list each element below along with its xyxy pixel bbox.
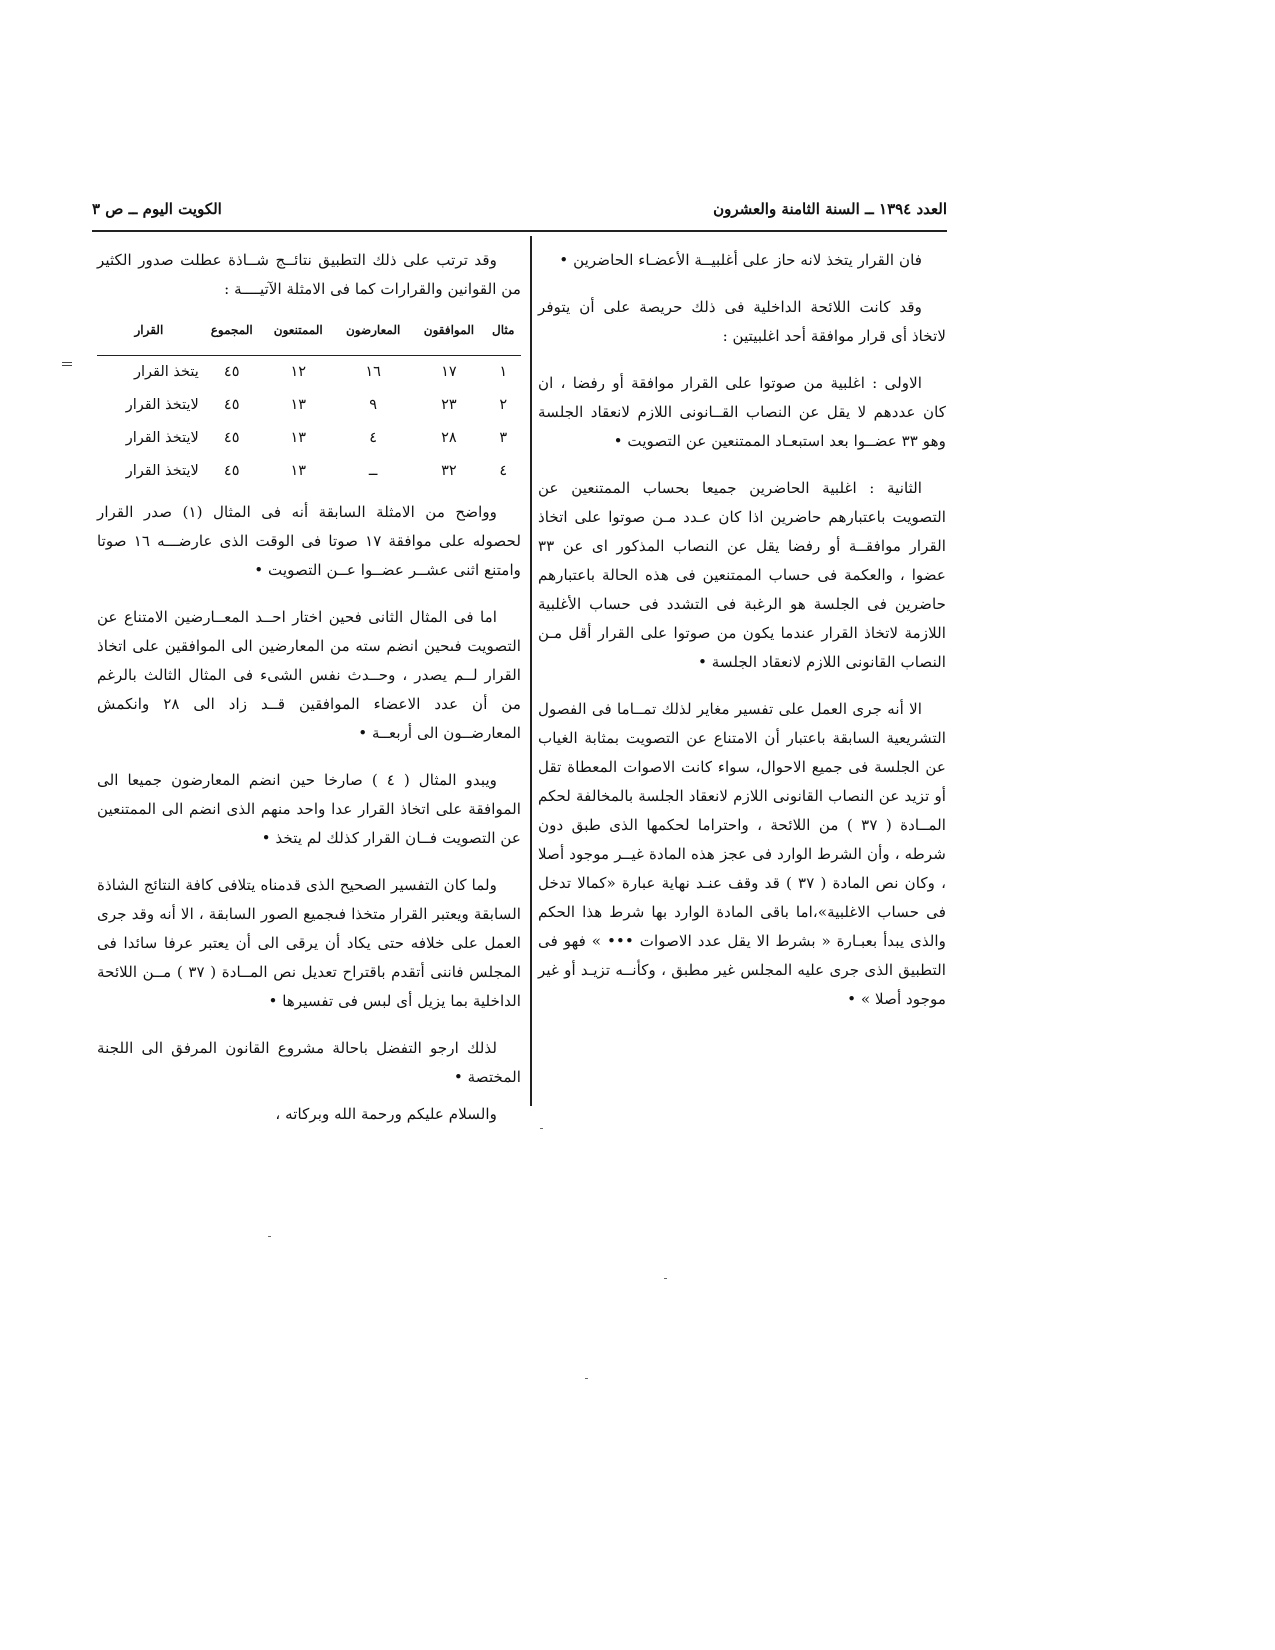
voting-examples-table xyxy=(97,312,521,488)
table-cell: ٤٥ xyxy=(223,430,240,446)
paragraph: وواضح من الامثلة السابقة أنه فى المثال (١) صدر القرار لحصوله على موافقة ١٧ صوتا فى الوقت الذى عارضـــه ١٦ صوتا وامتنع اثنى عشــر عضــوا عــن التصويت • xyxy=(97,503,521,579)
scan-speck xyxy=(664,1278,667,1279)
table-cell: ٩ xyxy=(369,397,378,413)
table-row xyxy=(97,389,521,422)
table-cell: ٤٥ xyxy=(223,364,240,380)
table-cell: يتخذ القرار xyxy=(133,364,199,380)
table-row xyxy=(97,356,521,390)
table-cell: ٢٨ xyxy=(441,430,457,446)
column-header: الممتنعون xyxy=(263,312,334,356)
table-cell: ٤ xyxy=(369,430,378,446)
table-cell: ٢٣ xyxy=(441,397,457,413)
left-column xyxy=(97,246,521,1147)
table-cell: ١٢ xyxy=(290,364,307,380)
table-cell: ٤٥ xyxy=(223,397,240,413)
table-cell: ٢ xyxy=(499,397,508,413)
paragraph: لذلك ارجو التفضل باحالة مشروع القانون المرفق الى اللجنة المختصة • xyxy=(97,1039,521,1086)
column-header: المعارضون xyxy=(334,312,413,356)
page-number: الكويت اليوم ــ ص ٣ xyxy=(92,200,222,218)
table-cell: ١٦ xyxy=(365,364,381,380)
paragraph: وقد ترتب على ذلك التطبيق نتائــج شــاذة عطلت صدور الكثير من القوانين والقرارات كما فى الامثلة الآتيــــة : xyxy=(97,251,521,298)
scan-speck xyxy=(268,1236,271,1237)
column-header: الموافقون xyxy=(412,312,485,356)
issue-number: العدد ١٣٩٤ ــ السنة الثامنة والعشرون xyxy=(713,200,947,218)
paragraph: ويبدو المثال ( ٤ ) صارخا حين انضم المعارضون جميعا الى الموافقة على اتخاذ القرار عدا واحد منهم الذى انضم الى الممتنعين عن التصويت فــان القرار كذلك لم يتخذ • xyxy=(97,771,521,847)
paragraph: الا أنه جرى العمل على تفسير مغاير لذلك تمــاما فى الفصول التشريعية السابقة باعتبار أن الامتناع عن التصويت بمثابة الغياب عن الجلسة فى جميع الاحوال، سواء كانت الاصوات المعطاة تقل أو تزيد عن النصاب القانونى اللازم لانعقاد الجلسة بالمخالفة لحكم المــادة ( ٣٧ ) من اللائحة ، واحتراما لحكمها الذى طبق دون شرطه ، وأن الشرط الوارد فى عجز هذه المادة غيــر موجود أصلا ، وكان نص المادة ( ٣٧ ) قد وقف عنـد نهاية عبارة «كمالا تدخل فى حساب الاغلبية»،اما باقى المادة الوارد بها شرط هذا الحكم والذى يبدأ بعبـارة « بشرط الا يقل عدد الاصوات ••• » فهو فى التطبيق الذى جرى عليه المجلس غير مطبق ، وكأنــه تزيـد أو غير موجود أصلا » • xyxy=(538,700,946,1008)
table-cell: ٣ xyxy=(499,430,508,446)
table-cell: ١٣ xyxy=(290,463,307,479)
table-cell: لايتخذ القرار xyxy=(125,463,199,479)
table-cell: ١ xyxy=(499,364,508,380)
margin-mark xyxy=(62,362,72,366)
paragraph: الاولى : اغلبية من صوتوا على القرار موافقة أو رفضا ، ان كان عددهم لا يقل عن النصاب القــانونى اللازم لانعقاد الجلسة وهو ٣٣ عضــوا بعد استبعـاد الممتنعين عن التصويت • xyxy=(538,374,946,450)
table-row xyxy=(97,422,521,455)
table-cell: لايتخذ القرار xyxy=(125,430,199,446)
column-header: القرار xyxy=(97,312,201,356)
table-cell: ١٣ xyxy=(290,430,307,446)
table-cell: ١٧ xyxy=(441,364,457,380)
table-cell: ٣٢ xyxy=(441,463,457,479)
table-cell: ــ xyxy=(368,463,378,479)
table-cell: ٤٥ xyxy=(223,463,240,479)
column-header: المجموع xyxy=(201,312,263,356)
paragraph: ولما كان التفسير الصحيح الذى قدمناه يتلافى كافة النتائج الشاذة السابقة ويعتبر القرار متخذا فىجميع الصور السابقة ، الا أنه وقد جرى العمل على خلافه حتى يكاد أن يرقى الى أن يعتبر عرفا سائدا فى المجلس فاننى أتقدم باقتراح تعديل نص المــادة ( ٣٧ ) مــن اللائحة الداخلية بما يزيل أى لبس فى تفسيرها • xyxy=(97,876,522,1010)
closing-salutation: والسلام عليكم ورحمة الله وبركاته ، xyxy=(275,1105,497,1123)
table-row xyxy=(97,455,521,488)
right-column xyxy=(538,246,946,1032)
table-cell: لايتخذ القرار xyxy=(125,397,199,413)
scan-speck xyxy=(540,1128,543,1129)
column-divider xyxy=(530,236,532,1106)
table-header-row xyxy=(97,312,521,356)
table-cell: ١٣ xyxy=(290,397,307,413)
scan-speck xyxy=(585,1378,588,1379)
paragraph: وقد كانت اللائحة الداخلية فى ذلك حريصة على أن يتوفر لاتخاذ أى قرار موافقة أحد اغلبيتين : xyxy=(538,298,946,345)
header-rule xyxy=(92,230,947,232)
page-header xyxy=(92,200,947,228)
paragraph: فان القرار يتخذ لانه حاز على أغلبيــة الأعضـاء الحاضرين • xyxy=(559,251,922,269)
column-header: مثال xyxy=(485,312,521,356)
table-cell: ٤ xyxy=(499,463,508,479)
paragraph: الثانية : اغلبية الحاضرين جميعا بحساب الممتنعين عن التصويت باعتبارهم حاضرين اذا كان عـدد مـن صوتوا على اتخاذ القرار موافقــة أو رفضا يقل عن النصاب المذكور اى عن ٣٣ عضوا ، والعكمة فى حساب الممتنعين فى هذه الحالة باعتبارهم حاضرين فى الجلسة هو الرغبة فى التشدد فى حساب الأغلبية اللازمة لاتخاذ القرار عندما يكون من صوتوا على القرار أقل مـن النصاب القانونى اللازم لانعقاد الجلسة • xyxy=(538,479,946,671)
paragraph: اما فى المثال الثانى فحين اختار احــد المعــارضين الامتناع عن التصويت فىحين انضم سته من المعارضين الى الموافقين على اتخاذ القرار لــم يصدر ، وحــدث نفس الشىء فى المثال الثالث بالرغم من أن عدد الاعضاء الموافقين قــد زاد الى ٢٨ وانكمش المعارضــون الى أربعــة • xyxy=(97,608,521,742)
